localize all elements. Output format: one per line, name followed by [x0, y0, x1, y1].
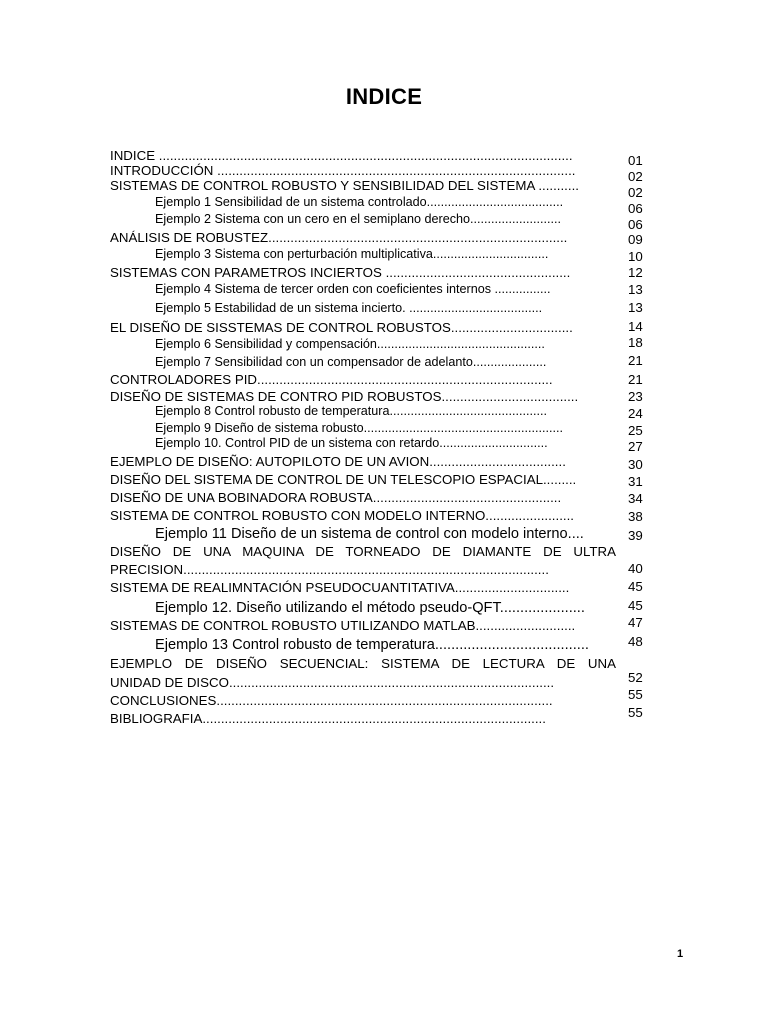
toc-entry-sistemas-control-robusto: SISTEMAS DE CONTROL ROBUSTO Y SENSIBILIDAD DEL SISTEMA ...........: [110, 178, 579, 193]
toc-entry-bobinadora-robusta: DISEÑO DE UNA BOBINADORA ROBUSTA...................................................: [110, 490, 562, 505]
toc-entry-ejemplo-4: Ejemplo 4 Sistema de tercer orden con coeficientes internos ................: [155, 282, 551, 296]
toc-page-number: 23: [628, 389, 643, 404]
toc-entry-ejemplo-5: Ejemplo 5 Estabilidad de un sistema incierto. ......................................: [155, 301, 543, 315]
toc-entry-ejemplo-6: Ejemplo 6 Sensibilidad y compensación................................................: [155, 337, 545, 351]
toc-entry-pseudocuantitativa: SISTEMA DE REALIMNTACIÓN PSEUDOCUANTITATIVA...............................: [110, 580, 570, 595]
toc-page-number: 48: [628, 634, 643, 649]
toc-entry-conclusiones: CONCLUSIONES...........................................................................................: [110, 693, 553, 708]
toc-page-number: 47: [628, 615, 643, 630]
toc-page-number: 12: [628, 265, 643, 280]
toc-page-number: 13: [628, 282, 643, 297]
toc-entry-ejemplo-2: Ejemplo 2 Sistema con un cero en el semiplano derecho..........................: [155, 212, 561, 226]
toc-page-number: 30: [628, 457, 643, 472]
toc-page-number: 14: [628, 319, 643, 334]
toc-entry-matlab: SISTEMAS DE CONTROL ROBUSTO UTILIZANDO MATLAB...........................: [110, 618, 576, 633]
toc-entry-ejemplo-12: Ejemplo 12. Diseño utilizando el método pseudo-QFT.....................: [155, 600, 585, 616]
toc-entry-diseno-pid-robustos: DISEÑO DE SISTEMAS DE CONTRO PID ROBUSTOS.....................................: [110, 389, 579, 404]
toc-entry-ejemplo-7: Ejemplo 7 Sensibilidad con un compensador de adelanto.....................: [155, 355, 547, 369]
toc-entry-controladores-pid: CONTROLADORES PID................................................................................: [110, 372, 553, 387]
toc-page-number: 27: [628, 439, 643, 454]
toc-entry-autopiloto-avion: EJEMPLO DE DISEÑO: AUTOPILOTO DE UN AVION.....................................: [110, 454, 566, 469]
toc-page-number: 52: [628, 670, 643, 685]
toc-entry-introduccion: INTRODUCCIÓN .................................................................................................: [110, 163, 576, 178]
toc-page-number: 25: [628, 423, 643, 438]
toc-entries: [110, 148, 616, 729]
toc-page-number: 09: [628, 232, 643, 247]
toc-page-number: 21: [628, 353, 643, 368]
toc-page-number: 24: [628, 406, 643, 421]
toc-entry-ejemplo-1: Ejemplo 1 Sensibilidad de un sistema controlado.......................................: [155, 195, 564, 209]
toc-page-number: 06: [628, 217, 643, 232]
toc-page-number: 45: [628, 579, 643, 594]
toc-entry-ejemplo-8: Ejemplo 8 Control robusto de temperatura.............................................: [155, 404, 547, 418]
toc-entry-unidad-disco: UNIDAD DE DISCO........................................................................................: [110, 675, 555, 690]
toc-page-number: 40: [628, 561, 643, 576]
page-title: INDICE: [345, 84, 423, 109]
toc-entry-ejemplo-3: Ejemplo 3 Sistema con perturbación multiplicativa.................................: [155, 247, 549, 261]
toc-entry-modelo-interno: SISTEMA DE CONTROL ROBUSTO CON MODELO INTERNO........................: [110, 508, 574, 523]
toc-entry-indice: INDICE ................................................................................................................: [110, 148, 573, 163]
toc-entry-diseno-secuencial: EJEMPLO DE DISEÑO SECUENCIAL: SISTEMA DE LECTURA DE UNA: [110, 656, 616, 671]
toc-page-number: 21: [628, 372, 643, 387]
toc-page-number: 55: [628, 705, 643, 720]
toc-page-number: 10: [628, 249, 643, 264]
toc-entry-diseno-control-robustos: EL DISEÑO DE SISSTEMAS DE CONTROL ROBUSTOS.................................: [110, 320, 573, 335]
toc-entry-ejemplo-10: Ejemplo 10. Control PID de un sistema con retardo...............................: [155, 436, 548, 450]
toc-entry-telescopio-espacial: DISEÑO DEL SISTEMA DE CONTROL DE UN TELESCOPIO ESPACIAL.........: [110, 472, 577, 487]
toc-page-number: 31: [628, 474, 643, 489]
toc-page-number: 06: [628, 201, 643, 216]
toc-page-number: 38: [628, 509, 643, 524]
toc-page-number: 39: [628, 528, 643, 543]
toc-page-number: 55: [628, 687, 643, 702]
toc-entry-torneado-diamante: DISEÑO DE UNA MAQUINA DE TORNEADO DE DIAMANTE DE ULTRA: [110, 544, 616, 559]
toc-page-number: 13: [628, 300, 643, 315]
toc-page-number: 34: [628, 491, 643, 506]
toc-page-number: 45: [628, 598, 643, 613]
toc-entry-ejemplo-11: Ejemplo 11 Diseño de un sistema de control con modelo interno....: [155, 526, 584, 542]
page-number: 1: [677, 948, 684, 960]
toc-entry-bibliografia: BIBLIOGRAFIA.............................................................................................: [110, 711, 546, 726]
toc-page-number: 18: [628, 335, 643, 350]
toc-entry-ejemplo-13: Ejemplo 13 Control robusto de temperatura......................................: [155, 637, 589, 653]
toc-entry-ejemplo-9: Ejemplo 9 Diseño de sistema robusto.........................................................: [155, 421, 564, 435]
toc-entry-analisis-robustez: ANÁLISIS DE ROBUSTEZ.................................................................................: [110, 230, 568, 245]
toc-entry-precision: PRECISION...................................................................................................: [110, 562, 549, 577]
toc-page-number: 01: [628, 153, 643, 168]
toc-page-number: 02: [628, 185, 643, 200]
toc-entry-parametros-inciertos: SISTEMAS CON PARAMETROS INCIERTOS ..................................................: [110, 265, 571, 280]
toc-page-number: 02: [628, 169, 643, 184]
